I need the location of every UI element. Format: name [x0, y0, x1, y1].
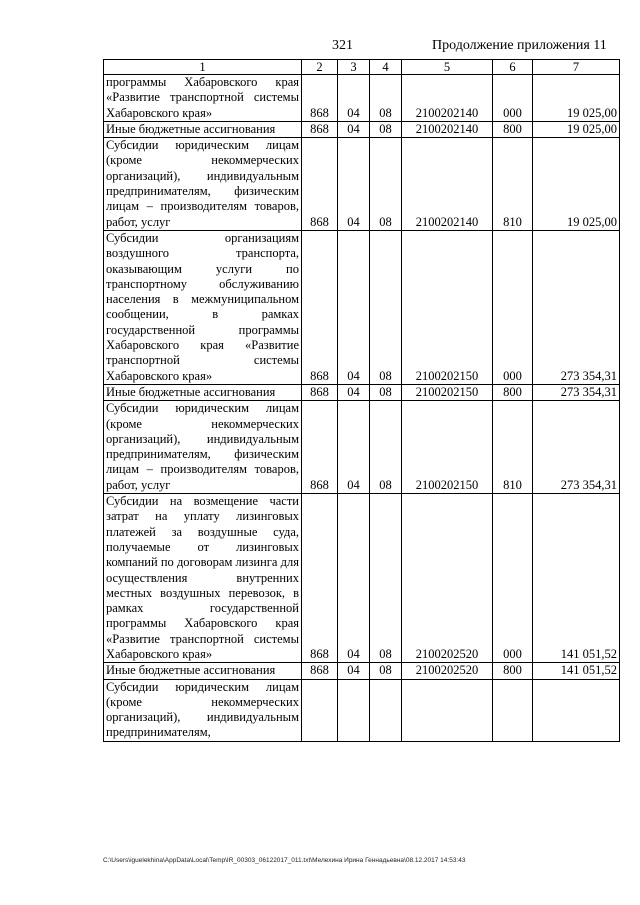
item-name: Субсидии на возмещение части затрат на уплату лизинговых платежей за воздушные суда, получаемые от лизинговых компаний по договорам лизинга для осуществления внутренних местных воздушных перевозок, в рамках государственной программы Хабаровского края «Развитие транспортной системы Хабаровского края» [104, 494, 302, 663]
amount [533, 679, 620, 741]
expense-type-code: 000 [493, 75, 533, 122]
target-article-code: 2100202150 [402, 230, 493, 384]
section-code: 04 [338, 384, 370, 400]
table-row [104, 663, 620, 679]
table-row [104, 679, 620, 741]
subsection-code: 08 [370, 494, 402, 663]
target-article-code [402, 679, 493, 741]
ministry-code: 868 [302, 121, 338, 137]
ministry-code: 868 [302, 138, 338, 231]
amount: 141 051,52 [533, 494, 620, 663]
item-name: Субсидии юридическим лицам (кроме некоммерческих организаций), индивидуальным предпринимателям, [104, 679, 302, 741]
amount: 273 354,31 [533, 384, 620, 400]
subsection-code: 08 [370, 230, 402, 384]
column-header: 5 [402, 60, 493, 75]
item-name: Субсидии организациям воздушного транспорта, оказывающим услуги по транспортному обслуживанию населения в межмуниципальном сообщении, в рамках государственной программы Хабаровского края «Развитие транспортной системы Хабаровского края» [104, 230, 302, 384]
table-header-row [104, 60, 620, 75]
table-row [104, 494, 620, 663]
item-name: Субсидии юридическим лицам (кроме некоммерческих организаций), индивидуальным предпринимателям, физическим лицам – производителям товаров, работ, услуг [104, 138, 302, 231]
section-code: 04 [338, 494, 370, 663]
ministry-code: 868 [302, 230, 338, 384]
target-article-code: 2100202150 [402, 384, 493, 400]
budget-table [103, 59, 620, 742]
expense-type-code: 800 [493, 121, 533, 137]
ministry-code: 868 [302, 401, 338, 494]
expense-type-code: 000 [493, 494, 533, 663]
target-article-code: 2100202520 [402, 494, 493, 663]
item-name: Иные бюджетные ассигнования [104, 384, 302, 400]
column-header: 4 [370, 60, 402, 75]
ministry-code: 868 [302, 75, 338, 122]
item-name: программы Хабаровского края «Развитие транспортной системы Хабаровского края» [104, 75, 302, 122]
target-article-code: 2100202520 [402, 663, 493, 679]
amount: 141 051,52 [533, 663, 620, 679]
table-row [104, 121, 620, 137]
amount: 19 025,00 [533, 138, 620, 231]
ministry-code: 868 [302, 494, 338, 663]
section-code: 04 [338, 401, 370, 494]
amount: 19 025,00 [533, 75, 620, 122]
subsection-code: 08 [370, 384, 402, 400]
target-article-code: 2100202140 [402, 138, 493, 231]
ministry-code: 868 [302, 663, 338, 679]
subsection-code: 08 [370, 121, 402, 137]
file-path-footer: C:\Users\iguelekhina\AppData\Local\Temp\IR_00303_06122017_011.txt\Мелехина Ирина Геннадьевна\08.12.2017 14:53:43 [103, 857, 466, 864]
subsection-code: 08 [370, 138, 402, 231]
subsection-code: 08 [370, 663, 402, 679]
appendix-continuation-title: Продолжение приложения 11 [432, 38, 607, 53]
subsection-code [370, 679, 402, 741]
ministry-code [302, 679, 338, 741]
item-name: Иные бюджетные ассигнования [104, 121, 302, 137]
target-article-code: 2100202140 [402, 75, 493, 122]
ministry-code: 868 [302, 384, 338, 400]
expense-type-code: 800 [493, 384, 533, 400]
expense-type-code: 810 [493, 401, 533, 494]
subsection-code: 08 [370, 401, 402, 494]
table-row [104, 138, 620, 231]
section-code [338, 679, 370, 741]
section-code: 04 [338, 75, 370, 122]
target-article-code: 2100202150 [402, 401, 493, 494]
target-article-code: 2100202140 [402, 121, 493, 137]
table-row [104, 401, 620, 494]
expense-type-code: 810 [493, 138, 533, 231]
item-name: Иные бюджетные ассигнования [104, 663, 302, 679]
section-code: 04 [338, 121, 370, 137]
subsection-code: 08 [370, 75, 402, 122]
section-code: 04 [338, 230, 370, 384]
amount: 273 354,31 [533, 401, 620, 494]
page-number: 321 [332, 38, 353, 53]
table-row [104, 75, 620, 122]
section-code: 04 [338, 138, 370, 231]
column-header: 1 [104, 60, 302, 75]
column-header: 2 [302, 60, 338, 75]
amount: 19 025,00 [533, 121, 620, 137]
section-code: 04 [338, 663, 370, 679]
expense-type-code: 000 [493, 230, 533, 384]
column-header: 7 [533, 60, 620, 75]
expense-type-code: 800 [493, 663, 533, 679]
column-header: 3 [338, 60, 370, 75]
amount: 273 354,31 [533, 230, 620, 384]
table-row [104, 230, 620, 384]
column-header: 6 [493, 60, 533, 75]
table-row [104, 384, 620, 400]
item-name: Субсидии юридическим лицам (кроме некоммерческих организаций), индивидуальным предпринимателям, физическим лицам – производителям товаров, работ, услуг [104, 401, 302, 494]
expense-type-code [493, 679, 533, 741]
